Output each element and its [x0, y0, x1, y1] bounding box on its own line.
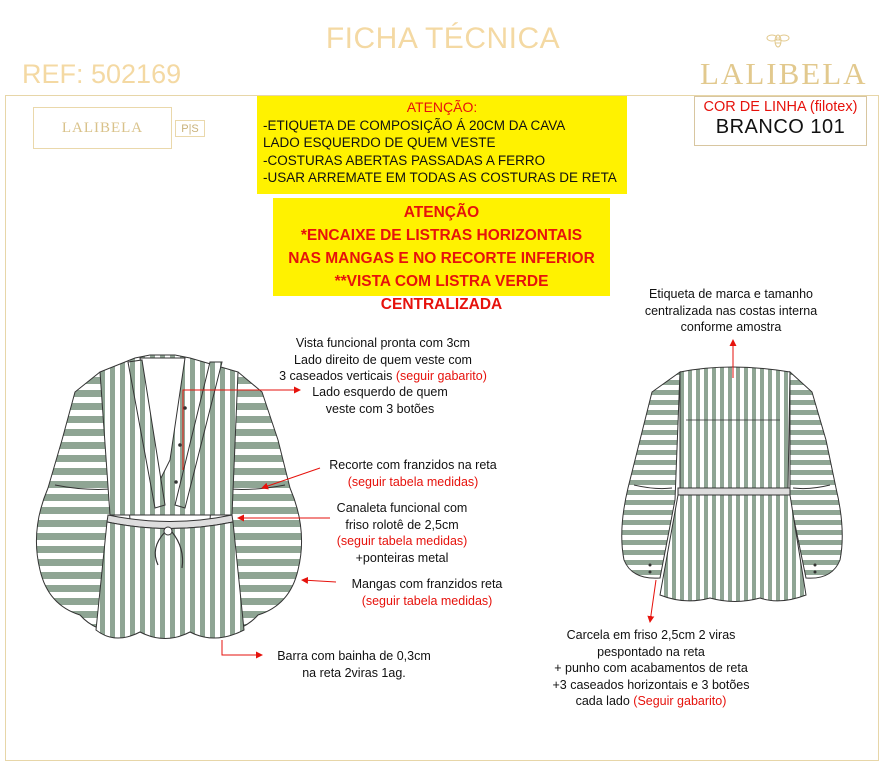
back-waistband: [678, 488, 790, 495]
attention-1-line: -USAR ARREMATE EM TODAS AS COSTURAS DE RETA: [263, 170, 617, 186]
brand-label: LALIBELA: [33, 107, 172, 149]
attention-2-line: **VISTA COM LISTRA VERDE CENTRALIZADA: [334, 273, 549, 313]
note-canaleta: Canaleta funcional com friso rolotê de 2,5cm (seguir tabela medidas) +ponteiras metal: [336, 501, 468, 565]
brand-logo: LALIBELA: [700, 56, 868, 91]
front-view-drawing: [36, 355, 301, 639]
attention-1-heading: ATENÇÃO:: [406, 99, 478, 115]
thread-color-value: BRANCO 101: [715, 116, 846, 138]
attention-1-line: LADO ESQUERDO DE QUEM VESTE: [263, 135, 496, 151]
attention-1-line: -ETIQUETA DE COMPOSIÇÃO Á 20CM DA CAVA: [263, 117, 566, 133]
attention-2-line: *ENCAIXE DE LISTRAS HORIZONTAIS: [300, 227, 583, 244]
back-bodice: [680, 367, 790, 488]
note-mangas: Mangas com franzidos reta (seguir tabela medidas): [351, 577, 503, 608]
note-etiqueta: Etiqueta de marca e tamanho centralizada nas costas interna conforme amostra: [644, 287, 818, 334]
back-peplum: [660, 495, 806, 602]
note-recorte: Recorte com franzidos na reta (seguir tabela medidas): [329, 458, 497, 489]
front-peplum: [96, 522, 244, 639]
note-vista: Vista funcional pronta com 3cm Lado direito de quem veste com 3 caseados verticais (seguir gabarito): [279, 336, 487, 383]
note-lado-esquerdo: Lado esquerdo de quem veste com 3 botões: [312, 385, 448, 416]
thread-color-title: COR DE LINHA (filotex): [703, 99, 858, 115]
page-title: FICHA TÉCNICA: [325, 22, 561, 55]
attention-2-heading: ATENÇÃO: [403, 204, 480, 221]
back-view-drawing: [622, 367, 843, 602]
size-label: P|S: [175, 120, 205, 137]
attention-2-line: NAS MANGAS E NO RECORTE INFERIOR: [288, 250, 595, 267]
note-barra: Barra com bainha de 0,3cm na reta 2viras 1ag.: [277, 649, 431, 680]
note-carcela: Carcela em friso 2,5cm 2 viras pespontado na reta + punho com acabamentos de reta +3 caseados horizontais e 3 botões cada lado (Seguir gabarito): [552, 628, 750, 708]
attention-1-line: -COSTURAS ABERTAS PASSADAS A FERRO: [263, 152, 546, 168]
reference-code: REF: 502169: [22, 59, 182, 89]
